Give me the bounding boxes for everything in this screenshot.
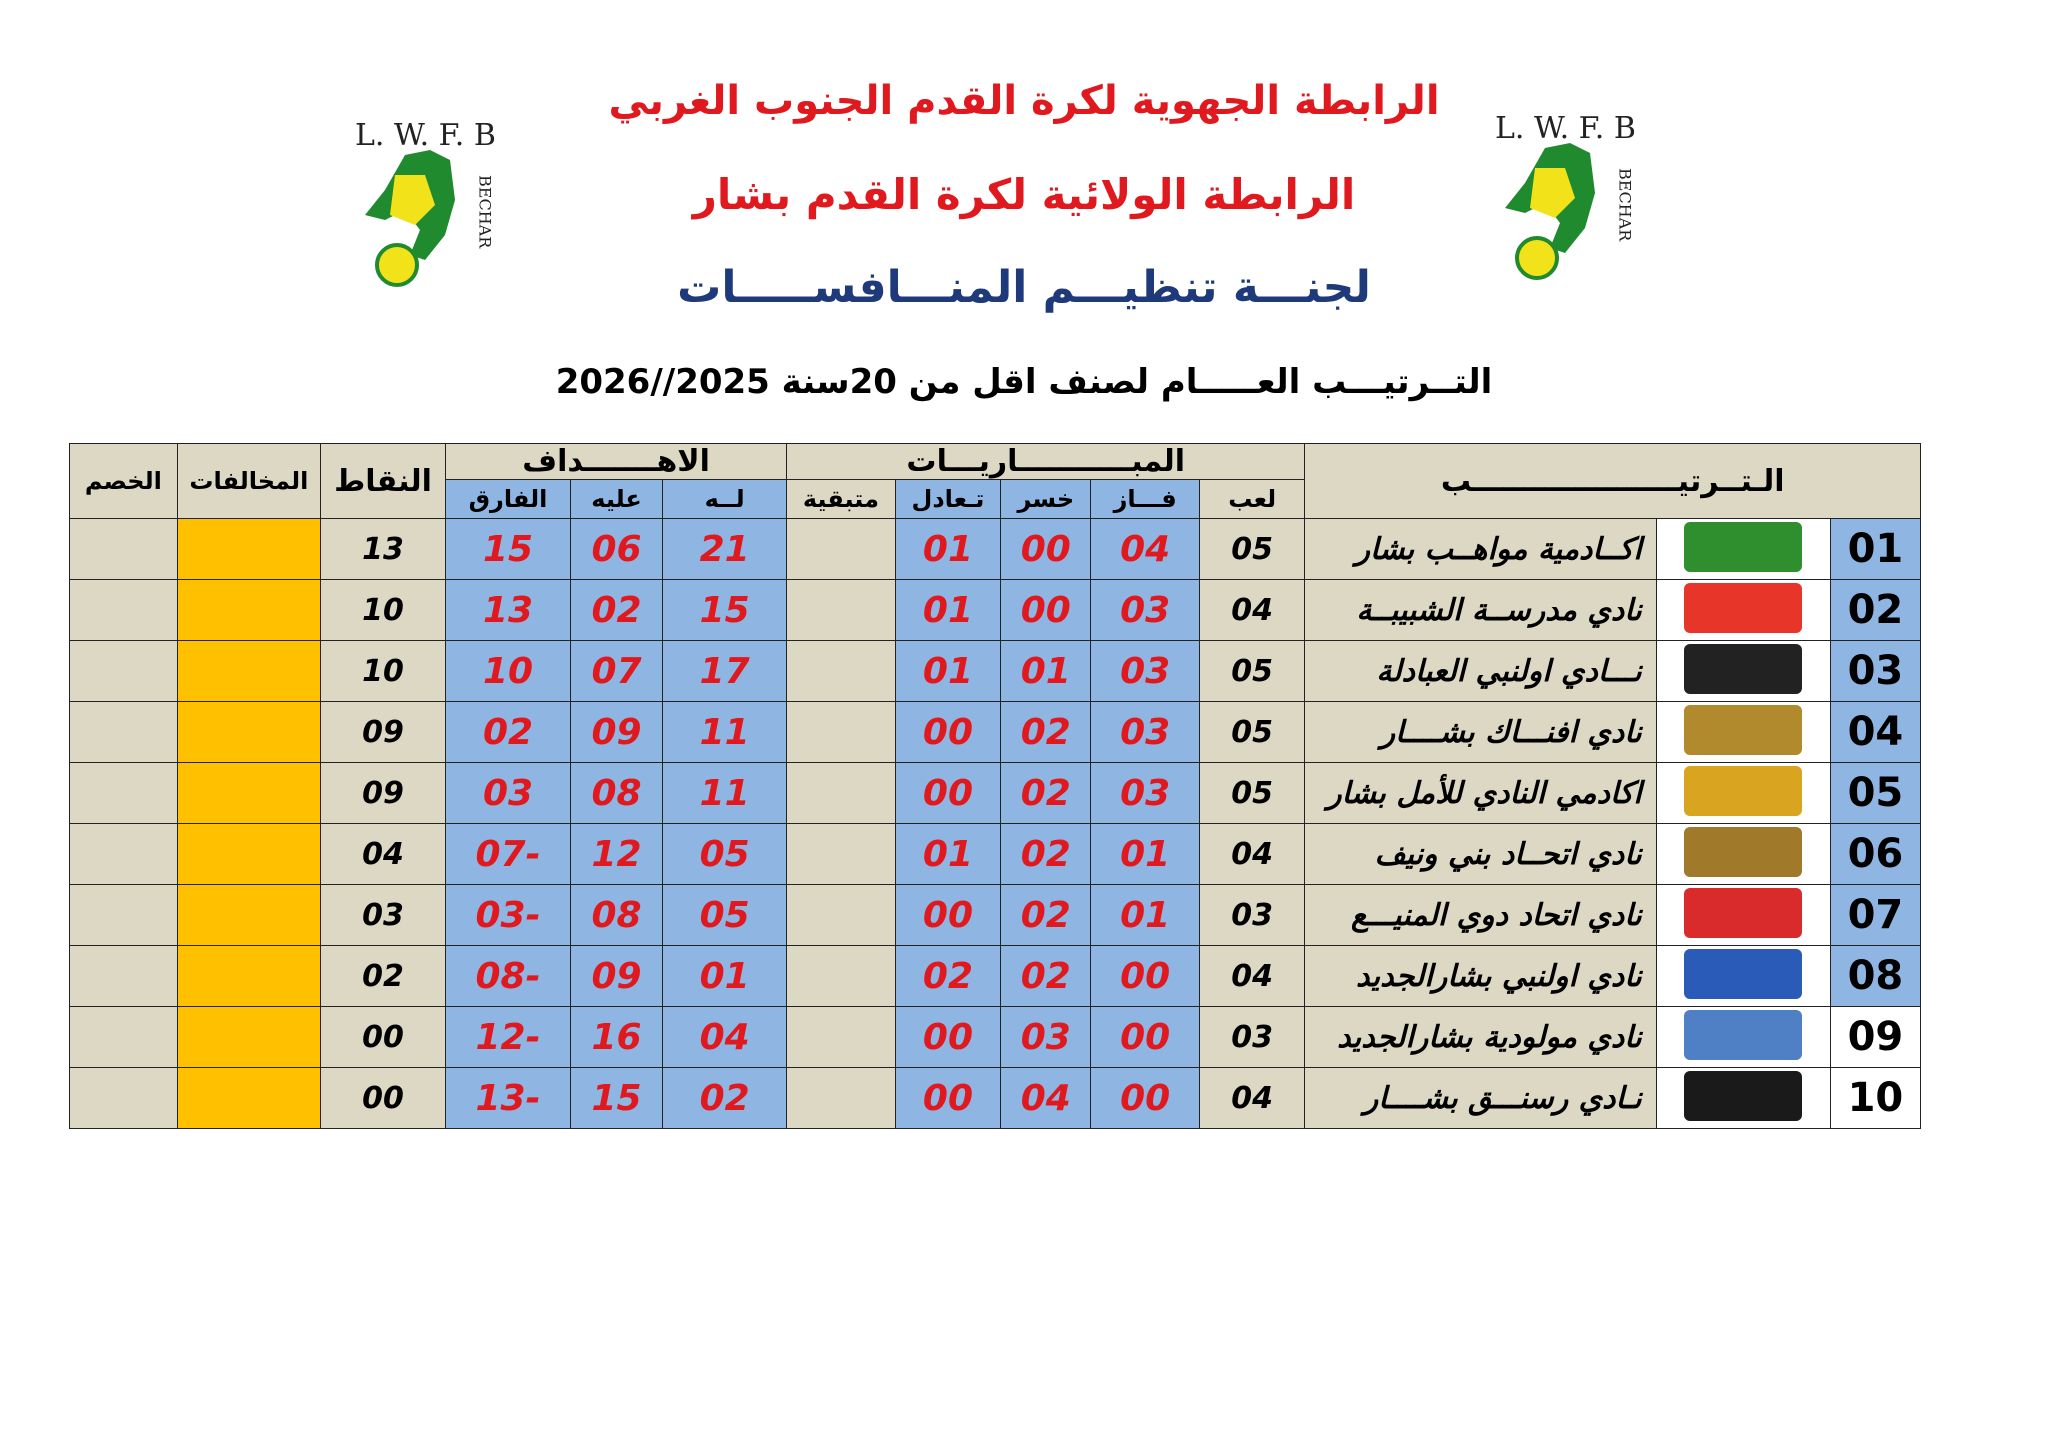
drawn-cell: 00 [895, 1007, 1001, 1068]
remaining-cell [787, 885, 896, 946]
club-name: نادي اتحــاد بني ونيف [1305, 824, 1656, 885]
lost-cell: 04 [1001, 1068, 1091, 1129]
goals-for-cell: 01 [663, 946, 787, 1007]
violations-cell [177, 580, 320, 641]
deduction-cell [70, 702, 178, 763]
goal-diff-cell: 15 [446, 519, 571, 580]
lost-cell: 02 [1001, 702, 1091, 763]
table-row [70, 641, 1921, 702]
club-badge-icon [1684, 766, 1802, 816]
goals-against-cell: 16 [570, 1007, 662, 1068]
drawn-cell: 01 [895, 519, 1001, 580]
lost-cell: 02 [1001, 885, 1091, 946]
goal-diff-cell: -07 [446, 824, 571, 885]
header-goals: الاهـــــــداف [446, 444, 787, 480]
points-cell: 00 [321, 1068, 446, 1129]
lost-cell: 02 [1001, 946, 1091, 1007]
table-row [70, 885, 1921, 946]
logo-text: L. W. F. B [355, 118, 496, 153]
goals-against-cell: 02 [570, 580, 662, 641]
header-points: النقاط [321, 444, 446, 519]
table-row [70, 946, 1921, 1007]
goals-for-cell: 05 [663, 885, 787, 946]
goals-against-cell: 09 [570, 946, 662, 1007]
wilaya-league-title: الرابطة الولائية لكرة القدم بشار [692, 170, 1356, 219]
points-cell: 10 [321, 641, 446, 702]
goals-for-cell: 04 [663, 1007, 787, 1068]
played-cell: 04 [1199, 946, 1305, 1007]
goals-against-cell: 12 [570, 824, 662, 885]
violations-cell [177, 1007, 320, 1068]
violations-cell [177, 641, 320, 702]
club-name: نـــادي اولنبي العبادلة [1305, 641, 1656, 702]
goals-for-cell: 05 [663, 824, 787, 885]
table-row [70, 1007, 1921, 1068]
regional-league-title: الرابطة الجهوية لكرة القدم الجنوب الغربي [608, 78, 1440, 124]
played-cell: 05 [1199, 519, 1305, 580]
violations-cell [177, 885, 320, 946]
logo-vertical-text: BECHAR [475, 175, 495, 249]
drawn-cell: 01 [895, 641, 1001, 702]
club-badge-icon [1684, 827, 1802, 877]
club-name: اكــادمية مواهــب بشار [1305, 519, 1656, 580]
won-cell: 01 [1091, 885, 1200, 946]
lost-cell: 01 [1001, 641, 1091, 702]
standings-subtitle: التــرتيـــب العـــــام لصنف اقل من 20سنة 2025//2026 [555, 362, 1493, 402]
goal-diff-cell: 03 [446, 763, 571, 824]
lost-cell: 00 [1001, 519, 1091, 580]
club-logo-cell [1656, 519, 1830, 580]
played-cell: 04 [1199, 824, 1305, 885]
club-name: نادي مولودية بشارالجديد [1305, 1007, 1656, 1068]
club-name: نادي اتحاد دوي المنيـــع [1305, 885, 1656, 946]
club-name: نـادي رسنـــق بشــــار [1305, 1068, 1656, 1129]
won-cell: 00 [1091, 1007, 1200, 1068]
violations-cell [177, 702, 320, 763]
remaining-cell [787, 763, 896, 824]
goals-for-cell: 02 [663, 1068, 787, 1129]
header-remaining: متبقية [787, 480, 896, 519]
won-cell: 03 [1091, 580, 1200, 641]
club-logo-cell [1656, 763, 1830, 824]
remaining-cell [787, 519, 896, 580]
rank-cell: 03 [1830, 641, 1920, 702]
won-cell: 03 [1091, 641, 1200, 702]
club-badge-icon [1684, 705, 1802, 755]
won-cell: 00 [1091, 946, 1200, 1007]
table-row [70, 763, 1921, 824]
goal-diff-cell: 10 [446, 641, 571, 702]
played-cell: 04 [1199, 1068, 1305, 1129]
remaining-cell [787, 1068, 896, 1129]
violations-cell [177, 763, 320, 824]
goal-diff-cell: -03 [446, 885, 571, 946]
logo-text: L. W. F. B [1495, 111, 1636, 146]
table-row [70, 1068, 1921, 1129]
deduction-cell [70, 946, 178, 1007]
goal-diff-cell: -08 [446, 946, 571, 1007]
remaining-cell [787, 641, 896, 702]
drawn-cell: 00 [895, 763, 1001, 824]
table-row [70, 519, 1921, 580]
drawn-cell: 02 [895, 946, 1001, 1007]
won-cell: 00 [1091, 1068, 1200, 1129]
rank-cell: 07 [1830, 885, 1920, 946]
goals-for-cell: 17 [663, 641, 787, 702]
goals-for-cell: 21 [663, 519, 787, 580]
rank-cell: 10 [1830, 1068, 1920, 1129]
goals-against-cell: 15 [570, 1068, 662, 1129]
remaining-cell [787, 946, 896, 1007]
club-badge-icon [1684, 644, 1802, 694]
deduction-cell [70, 763, 178, 824]
remaining-cell [787, 702, 896, 763]
rank-cell: 05 [1830, 763, 1920, 824]
drawn-cell: 00 [895, 885, 1001, 946]
violations-cell [177, 519, 320, 580]
points-cell: 02 [321, 946, 446, 1007]
club-badge-icon [1684, 583, 1802, 633]
violations-cell [177, 946, 320, 1007]
club-logo-cell [1656, 946, 1830, 1007]
deduction-cell [70, 580, 178, 641]
remaining-cell [787, 580, 896, 641]
header-rank: الـتــرتيــــــــــــــــــــب [1305, 444, 1921, 519]
played-cell: 05 [1199, 763, 1305, 824]
goal-diff-cell: 13 [446, 580, 571, 641]
won-cell: 03 [1091, 702, 1200, 763]
club-name: نادي اولنبي بشارالجديد [1305, 946, 1656, 1007]
club-name: اكادمي النادي للأمل بشار [1305, 763, 1656, 824]
remaining-cell [787, 824, 896, 885]
played-cell: 03 [1199, 885, 1305, 946]
violations-cell [177, 824, 320, 885]
played-cell: 03 [1199, 1007, 1305, 1068]
played-cell: 05 [1199, 702, 1305, 763]
deduction-cell [70, 641, 178, 702]
header-goals-against: عليه [570, 480, 662, 519]
club-logo-cell [1656, 824, 1830, 885]
points-cell: 04 [321, 824, 446, 885]
club-name: نادي مدرســة الشبيبــة [1305, 580, 1656, 641]
header-goal-diff: الفارق [446, 480, 571, 519]
points-cell: 13 [321, 519, 446, 580]
points-cell: 09 [321, 702, 446, 763]
drawn-cell: 00 [895, 1068, 1001, 1129]
club-logo-cell [1656, 580, 1830, 641]
drawn-cell: 01 [895, 824, 1001, 885]
goals-against-cell: 08 [570, 763, 662, 824]
points-cell: 10 [321, 580, 446, 641]
goals-against-cell: 07 [570, 641, 662, 702]
club-badge-icon [1684, 1010, 1802, 1060]
header-won: فـــاز [1091, 480, 1200, 519]
club-name: نادي افنـــاك بشــــار [1305, 702, 1656, 763]
goals-for-cell: 11 [663, 702, 787, 763]
table-row [70, 824, 1921, 885]
deduction-cell [70, 1068, 178, 1129]
club-logo-cell [1656, 702, 1830, 763]
lost-cell: 02 [1001, 824, 1091, 885]
points-cell: 00 [321, 1007, 446, 1068]
goals-against-cell: 09 [570, 702, 662, 763]
standings-table [69, 443, 1921, 1129]
club-badge-icon [1684, 522, 1802, 572]
club-badge-icon [1684, 949, 1802, 999]
table-row [70, 580, 1921, 641]
rank-cell: 01 [1830, 519, 1920, 580]
club-badge-icon [1684, 1071, 1802, 1121]
lost-cell: 00 [1001, 580, 1091, 641]
rank-cell: 06 [1830, 824, 1920, 885]
won-cell: 01 [1091, 824, 1200, 885]
goal-diff-cell: -12 [446, 1007, 571, 1068]
header-drawn: تـعادل [895, 480, 1001, 519]
deduction-cell [70, 824, 178, 885]
header-goals-for: لــه [663, 480, 787, 519]
drawn-cell: 01 [895, 580, 1001, 641]
remaining-cell [787, 1007, 896, 1068]
won-cell: 03 [1091, 763, 1200, 824]
table-row [70, 702, 1921, 763]
club-logo-cell [1656, 1007, 1830, 1068]
points-cell: 09 [321, 763, 446, 824]
violations-cell [177, 1068, 320, 1129]
rank-cell: 08 [1830, 946, 1920, 1007]
logo-vertical-text: BECHAR [1615, 168, 1635, 242]
deduction-cell [70, 519, 178, 580]
club-logo-cell [1656, 1068, 1830, 1129]
club-logo-cell [1656, 641, 1830, 702]
rank-cell: 09 [1830, 1007, 1920, 1068]
points-cell: 03 [321, 885, 446, 946]
played-cell: 05 [1199, 641, 1305, 702]
header-lost: خسر [1001, 480, 1091, 519]
goals-for-cell: 15 [663, 580, 787, 641]
header-played: لعب [1199, 480, 1305, 519]
won-cell: 04 [1091, 519, 1200, 580]
committee-title: لجنـــة تنظيـــم المنـــافســـــات [677, 262, 1371, 313]
played-cell: 04 [1199, 580, 1305, 641]
goals-for-cell: 11 [663, 763, 787, 824]
goals-against-cell: 06 [570, 519, 662, 580]
rank-cell: 04 [1830, 702, 1920, 763]
header-deduction: الخصم [70, 444, 178, 519]
deduction-cell [70, 1007, 178, 1068]
drawn-cell: 00 [895, 702, 1001, 763]
deduction-cell [70, 885, 178, 946]
rank-cell: 02 [1830, 580, 1920, 641]
goals-against-cell: 08 [570, 885, 662, 946]
lost-cell: 03 [1001, 1007, 1091, 1068]
header-violations: المخالفات [177, 444, 320, 519]
club-badge-icon [1684, 888, 1802, 938]
goal-diff-cell: 02 [446, 702, 571, 763]
goal-diff-cell: -13 [446, 1068, 571, 1129]
club-logo-cell [1656, 885, 1830, 946]
lost-cell: 02 [1001, 763, 1091, 824]
header-matches: المبـــــــــــاريـــات [787, 444, 1305, 480]
